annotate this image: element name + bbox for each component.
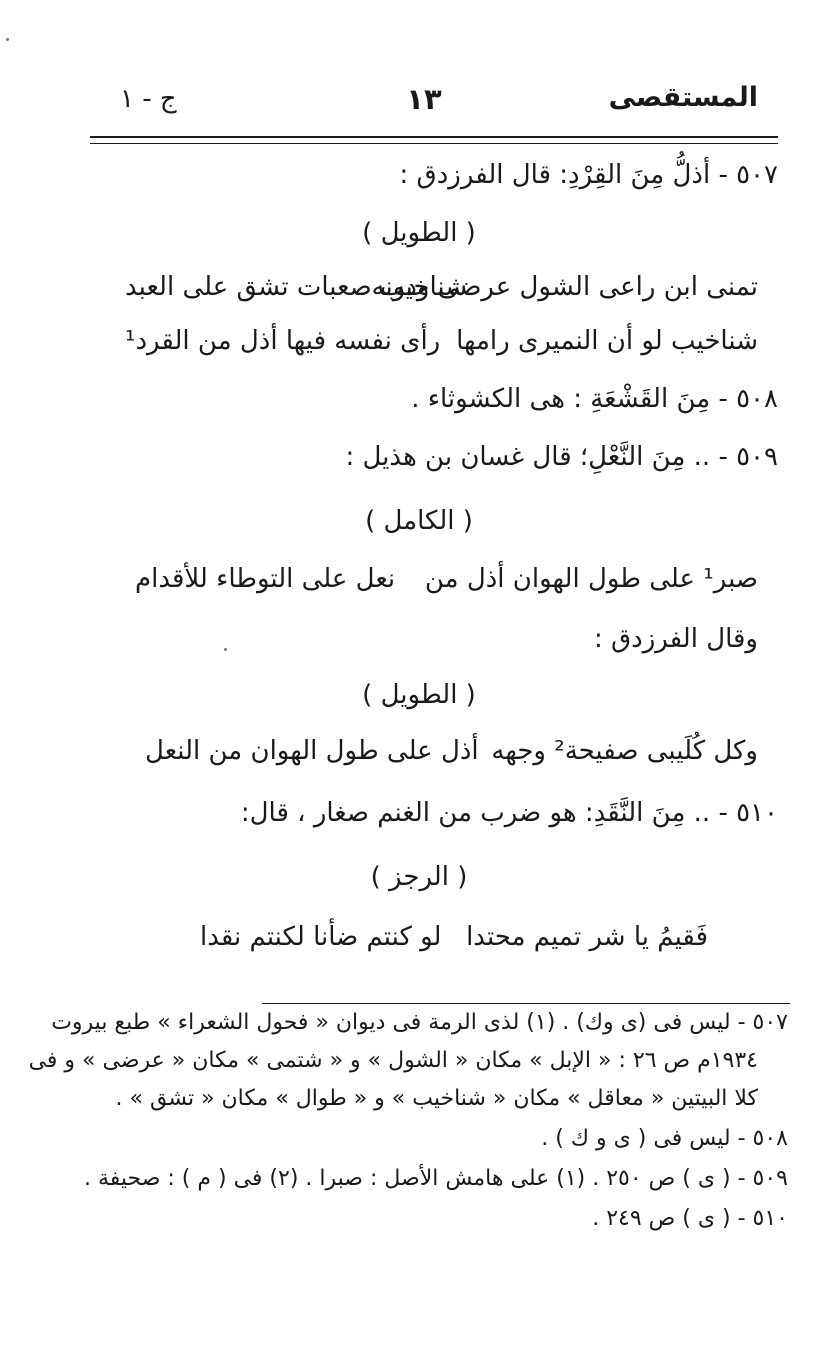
entry-510-verse1-left: لو كنتم ضأنا لكنتم نقدا (200, 922, 442, 952)
scan-speck (224, 648, 227, 651)
scan-speck (6, 38, 9, 41)
entry-509-sub-heading: وقال الفرزدق : (593, 624, 758, 654)
footnote-507-line-1: ٥٠٧ - ليس فى (ى وك) . (١) لذى الرمة فى ديوان « فحول الشعراء » طبع بيروت (51, 1010, 788, 1035)
running-header (90, 82, 758, 132)
entry-507-verse1-right: تمنى ابن راعى الشول عرضى ودونه (371, 272, 758, 302)
header-rule-thick (90, 136, 778, 138)
entry-510-meter: ( الرجز ) (370, 862, 468, 892)
footnote-rule (262, 1003, 790, 1004)
footnote-509: ٥٠٩ - ( ى ) ص ٢٥٠ . (١) على هامش الأصل : صبرا . (٢) فى ( م ) : صحيفة . (83, 1166, 788, 1191)
entry-509-verse1-left: نعل على التوطاء للأقدام (135, 564, 396, 594)
entry-509-heading: ٥٠٩ - .. مِنَ النَّعْلِ؛ قال غسان بن هذيل : (345, 442, 778, 472)
footnote-510: ٥١٠ - ( ى ) ص ٢٤٩ . (592, 1206, 788, 1231)
entry-510-heading: ٥١٠ - .. مِنَ النَّقَدِ: هو ضرب من الغنم صغار ، قال: (240, 798, 778, 828)
book-title: المستقصى (608, 82, 758, 113)
entry-508-heading: ٥٠٨ - مِنَ القَشْعَةِ : هى الكشوثاء . (411, 384, 778, 414)
header-rule-thin (90, 143, 778, 144)
entry-509-meter-2: ( الطويل ) (362, 680, 476, 710)
entry-507-meter: ( الطويل ) (362, 218, 476, 248)
entry-509-verse2-left: أذل على طول الهوان من النعل (145, 736, 479, 766)
part-indicator: ج - ١ (120, 84, 177, 114)
entry-509-meter: ( الكامل ) (365, 506, 473, 536)
entry-509-verse2-right: وكل كُلَيبى صفيحة² وجهه (491, 736, 758, 766)
entry-507-verse2-right: شناخيب لو أن النميرى رامها (456, 326, 758, 356)
footnote-508: ٥٠٨ - ليس فى ( ى و ك ) . (541, 1126, 788, 1151)
footnote-507-line-2: ١٩٣٤م ص ٢٦ : « الإبل » مكان « الشول » و « شتمى » مكان « عرضى » و فى (28, 1048, 758, 1073)
entry-507-verse2-left: رأى نفسه فيها أذل من القرد¹ (125, 326, 441, 356)
entry-507-verse1-left: شناخيب صعبات تشق على العبد (125, 272, 468, 302)
page-number: ١٣ (406, 82, 442, 116)
footnote-507-line-3: كلا البيتين « معاقل » مكان « شناخيب » و « طوال » مكان « تشق » . (115, 1086, 758, 1111)
entry-507-heading: ٥٠٧ - أذلُّ مِنَ القِرْدِ: قال الفرزدق : (399, 160, 778, 190)
entry-510-verse1-right: فَقيمُ يا شر تميم محتدا (466, 922, 708, 952)
entry-509-verse1-right: صبر¹ على طول الهوان أذل من (424, 564, 758, 594)
